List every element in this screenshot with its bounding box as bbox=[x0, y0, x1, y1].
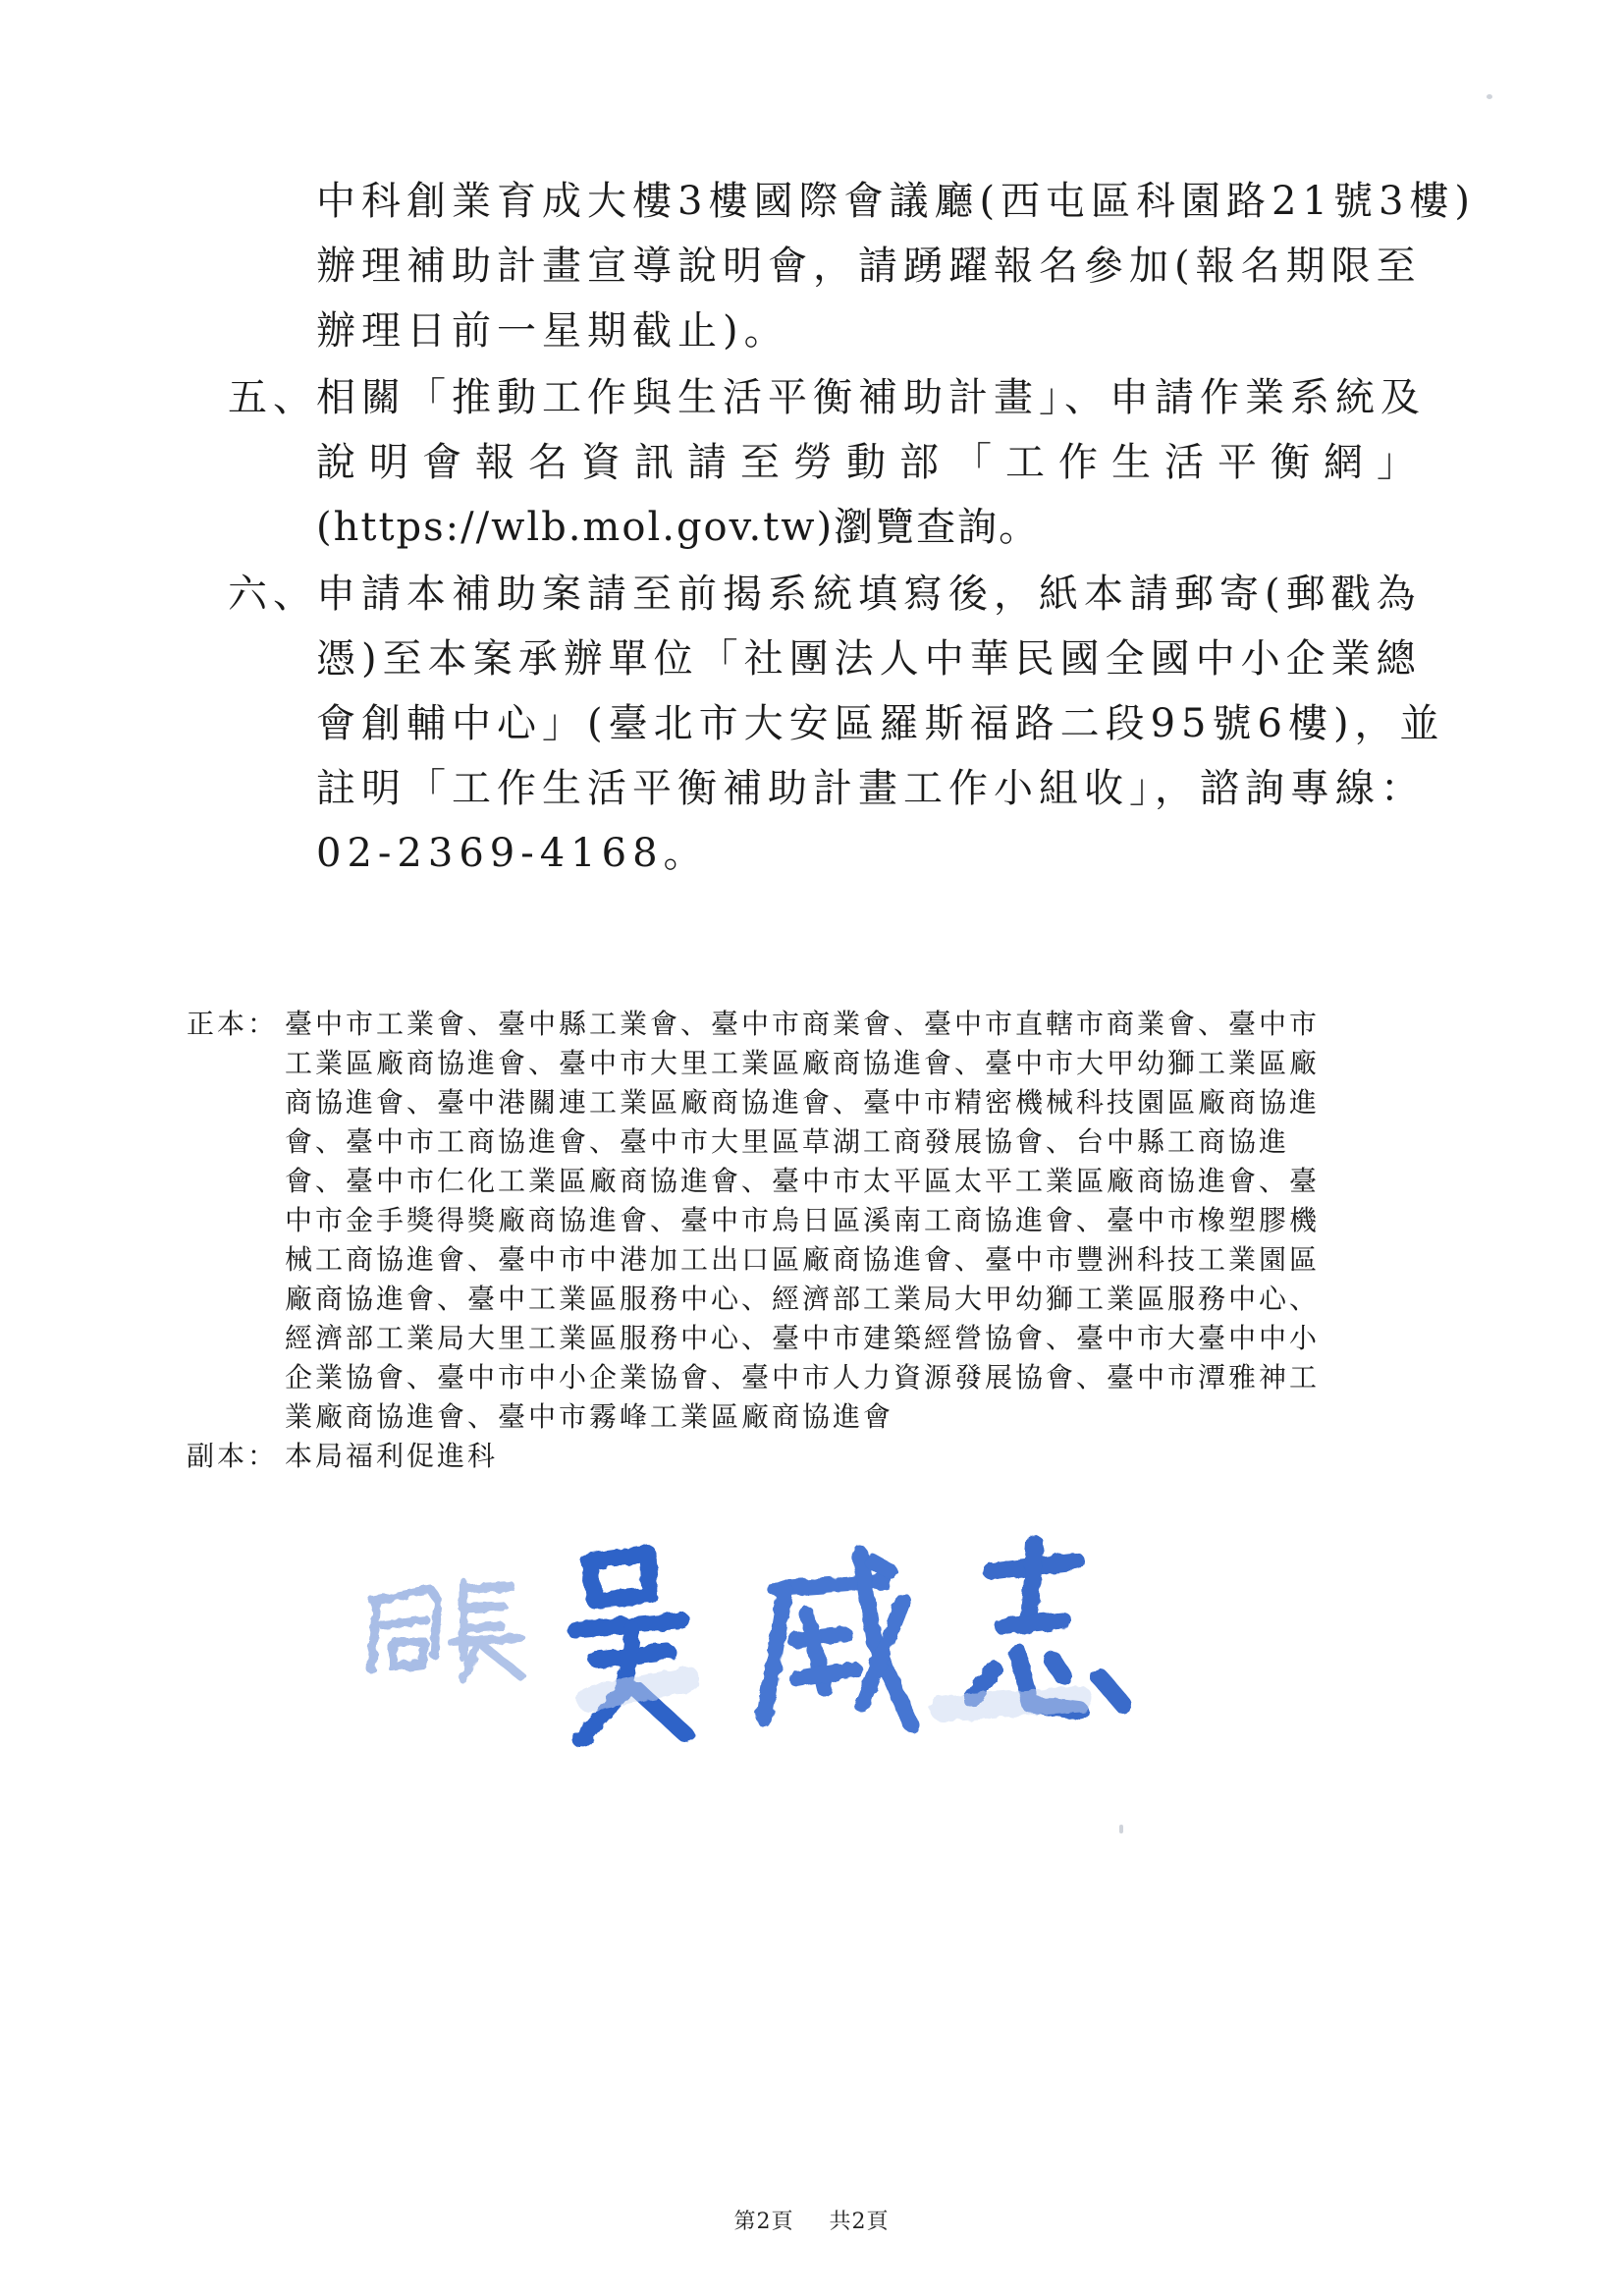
item-5-line-2: 說明會報名資訊請至勞動部「工作生活平衡網」 bbox=[316, 440, 1430, 485]
original-recipients-line-6: 中市金手獎得獎廠商協進會、臺中市烏日區溪南工商協進會、臺中市橡塑膠機 bbox=[285, 1204, 1321, 1236]
original-recipients-line-5: 會、臺中市仁化工業區廠商協進會、臺中市太平區太平工業區廠商協進會、臺 bbox=[285, 1165, 1321, 1197]
item-5-line-3: (https://wlb.mol.gov.tw)瀏覽查詢。 bbox=[316, 505, 1041, 550]
item-6-line-3: 會創輔中心」(臺北市大安區羅斯福路二段95號6樓)，並 bbox=[316, 701, 1445, 746]
original-recipients-line-8: 廠商協進會、臺中工業區服務中心、經濟部工業局大甲幼獅工業區服務中心、 bbox=[285, 1283, 1321, 1315]
scan-speck bbox=[1487, 94, 1492, 99]
original-recipients-line-10: 企業協會、臺中市中小企業協會、臺中市人力資源發展協會、臺中市潭雅神工 bbox=[285, 1361, 1321, 1394]
page-footer bbox=[0, 2205, 1623, 2235]
original-recipients-line-3: 商協進會、臺中港關連工業區廠商協進會、臺中市精密機械科技園區廠商協進 bbox=[285, 1086, 1321, 1119]
item-6-line-5: 02-2369-4168。 bbox=[316, 831, 709, 876]
item-5-line-1: 相關「推動工作與生活平衡補助計畫」、申請作業系統及 bbox=[316, 375, 1426, 420]
item-5-number: 五、 bbox=[228, 375, 318, 420]
original-recipients-label: 正本： bbox=[187, 1008, 279, 1040]
original-recipients-line-1: 臺中市工業會、臺中縣工業會、臺中市商業會、臺中市直轄市商業會、臺中市 bbox=[285, 1008, 1321, 1040]
original-recipients-line-9: 經濟部工業局大里工業區服務中心、臺中市建築經營協會、臺中市大臺中中小 bbox=[285, 1322, 1321, 1354]
continuation-line-2: 辦理補助計畫宣導說明會，請踴躍報名參加(報名期限至 bbox=[316, 244, 1422, 289]
item-6-line-4: 註明「工作生活平衡補助計畫工作小組收」，諮詢專線： bbox=[316, 766, 1426, 811]
original-recipients-line-7: 械工商協進會、臺中市中港加工出口區廠商協進會、臺中市豐洲科技工業園區 bbox=[285, 1243, 1321, 1276]
copy-recipients-label: 副本： bbox=[187, 1440, 279, 1472]
original-recipients-line-2: 工業區廠商協進會、臺中市大里工業區廠商協進會、臺中市大甲幼獅工業區廠 bbox=[285, 1047, 1321, 1079]
copy-recipients-value: 本局福利促進科 bbox=[285, 1440, 499, 1472]
page-number: 第2頁 bbox=[733, 2210, 794, 2234]
original-recipients-line-4: 會、臺中市工商協進會、臺中市大里區草湖工商發展協會、台中縣工商協進 bbox=[285, 1125, 1290, 1158]
continuation-line-3: 辦理日前一星期截止)。 bbox=[316, 308, 789, 354]
item-6-number: 六、 bbox=[228, 572, 318, 617]
director-signature-stamp bbox=[353, 1532, 1178, 1787]
continuation-line-1: 中科創業育成大樓3樓國際會議廳(西屯區科園路21號3樓) bbox=[316, 179, 1477, 224]
item-6-line-1: 申請本補助案請至前揭系統填寫後，紙本請郵寄(郵戳為 bbox=[316, 572, 1422, 617]
item-6-line-2: 憑)至本案承辦單位「社團法人中華民國全國中小企業總 bbox=[316, 636, 1422, 682]
scan-speck bbox=[1119, 1825, 1123, 1833]
page-total: 共2頁 bbox=[829, 2210, 890, 2234]
original-recipients-line-11: 業廠商協進會、臺中市霧峰工業區廠商協進會 bbox=[285, 1400, 894, 1433]
